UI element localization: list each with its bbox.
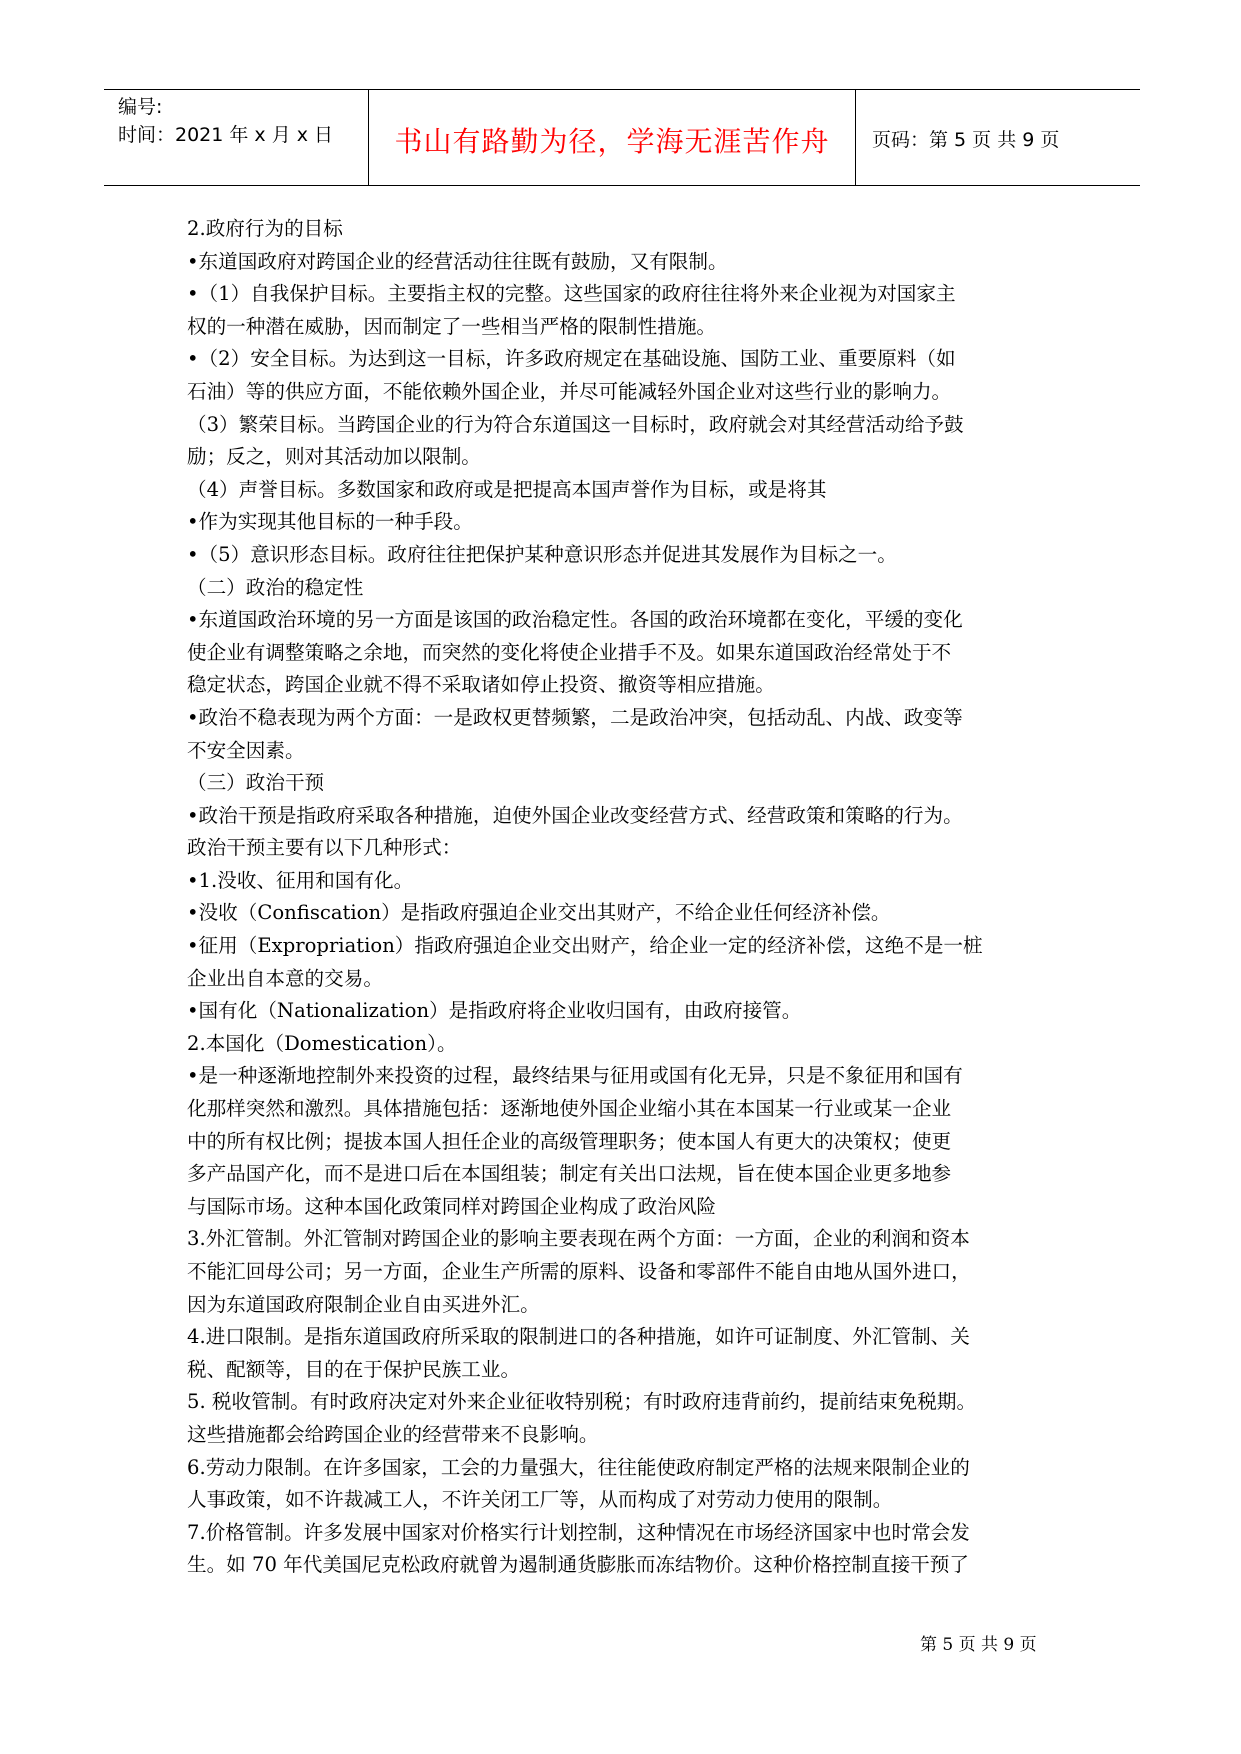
header-table [104,89,1140,186]
text-line: •东道国政治环境的另一方面是该国的政治稳定性。各国的政治环境都在变化，平缓的变化 [187,608,963,632]
text-line: 7.价格管制。许多发展中国家对价格实行计划控制，这种情况在市场经济国家中也时常会发 [187,1520,970,1544]
document-number-label: 编号: [118,96,163,118]
text-line: •政治干预是指政府采取各种措施，迫使外国企业改变经营方式、经营政策和策略的行为。 [187,803,963,827]
header-page-cell [856,90,1140,185]
page-footer: 第 5 页 共 9 页 [920,1635,1037,1655]
text-line: 不安全因素。 [187,738,305,762]
text-line: 多产品国产化，而不是进口后在本国组装；制定有关出口法规，旨在使本国企业更多地参 [187,1162,952,1186]
text-line: 人事政策，如不许裁减工人，不许关闭工厂等，从而构成了对劳动力使用的限制。 [187,1488,893,1512]
text-line: 生。如 70 年代美国尼克松政府就曾为遏制通货膨胀而冻结物价。这种价格控制直接干预了 [187,1553,969,1577]
text-line: 不能汇回母公司；另一方面，企业生产所需的原料、设备和零部件不能自由地从国外进口， [187,1260,971,1283]
text-line: •（2）安全目标。为达到这一目标，许多政府规定在基础设施、国防工业、重要原料（如 [187,347,956,371]
text-line: 石油）等的供应方面，不能依赖外国企业，并尽可能减轻外国企业对这些行业的影响力。 [187,379,952,403]
text-line: •东道国政府对跨国企业的经营活动往往既有鼓励，又有限制。 [187,249,728,273]
text-line: 3.外汇管制。外汇管制对跨国企业的影响主要表现在两个方面：一方面，企业的利润和资本 [187,1227,970,1251]
text-line: 2.政府行为的目标 [187,217,343,240]
text-line: 因为东道国政府限制企业自由买进外汇。 [187,1292,540,1316]
document-body [187,213,1067,1582]
text-line: （三）政治干预 [187,771,325,795]
page-number-label: 页码：第 5 页 共 9 页 [872,129,1060,151]
text-line: 企业出自本意的交易。 [187,966,383,990]
text-line: 权的一种潜在威胁，因而制定了一些相当严格的限制性措施。 [187,314,717,338]
text-line: •没收（Confiscation）是指政府强迫企业交出其财产，不给企业任何经济补偿。 [187,901,891,925]
text-line: 6.劳动力限制。在许多国家，工会的力量强大，往往能使政府制定严格的法规来限制企业的 [187,1455,970,1479]
text-line: •作为实现其他目标的一种手段。 [187,510,473,534]
text-line: 与国际市场。这种本国化政策同样对跨国企业构成了政治风险 [187,1194,717,1218]
text-line: •1.没收、征用和国有化。 [187,868,414,892]
text-line: 税、配额等，目的在于保护民族工业。 [187,1357,521,1381]
text-line: 4.进口限制。是指东道国政府所采取的限制进口的各种措施，如许可证制度、外汇管制、关 [187,1325,970,1349]
text-line: 稳定状态，跨国企业就不得不采取诸如停止投资、撤资等相应措施。 [187,673,775,697]
text-line: 2.本国化（Domestication）。 [187,1031,457,1055]
document-time-label: 时间：2021 年 x 月 x 日 [118,124,334,146]
text-line: （二）政治的稳定性 [187,575,364,599]
text-line: 中的所有权比例；提拔本国人担任企业的高级管理职务；使本国人有更大的决策权；使更 [187,1129,952,1153]
header-motto-cell [369,90,856,185]
text-line: •征用（Expropriation）指政府强迫企业交出财产，给企业一定的经济补偿，这绝不是一桩 [187,934,983,958]
text-line: •国有化（Nationalization）是指政府将企业收归国有，由政府接管。 [187,999,802,1023]
text-line: •政治不稳表现为两个方面：一是政权更替频繁，二是政治冲突，包括动乱、内战、政变等 [187,705,963,729]
header-info-cell [104,90,369,185]
text-line: （4）声誉目标。多数国家和政府或是把提高本国声誉作为目标，或是将其 [187,477,827,501]
text-line: •是一种逐渐地控制外来投资的过程，最终结果与征用或国有化无异，只是不象征用和国有 [187,1064,963,1088]
motto-text: 书山有路勤为径，学海无涯苦作舟 [394,125,830,158]
text-line: 化那样突然和激烈。具体措施包括：逐渐地使外国企业缩小其在本国某一行业或某一企业 [187,1097,952,1121]
text-line: 使企业有调整策略之余地，而突然的变化将使企业措手不及。如果东道国政治经常处于不 [187,640,952,664]
text-line: 这些措施都会给跨国企业的经营带来不良影响。 [187,1422,599,1446]
text-line: 励；反之，则对其活动加以限制。 [187,445,481,469]
text-line: 5. 税收管制。有时政府决定对外来企业征收特别税；有时政府违背前约，提前结束免税期。 [187,1390,977,1414]
text-line: •（5）意识形态目标。政府往往把保护某种意识形态并促进其发展作为目标之一。 [187,542,897,566]
text-line: 政治干预主要有以下几种形式： [187,836,462,860]
text-line: •（1）自我保护目标。主要指主权的完整。这些国家的政府往往将外来企业视为对国家主 [187,282,956,306]
text-line: （3）繁荣目标。当跨国企业的行为符合东道国这一目标时，政府就会对其经营活动给予鼓 [187,412,964,436]
